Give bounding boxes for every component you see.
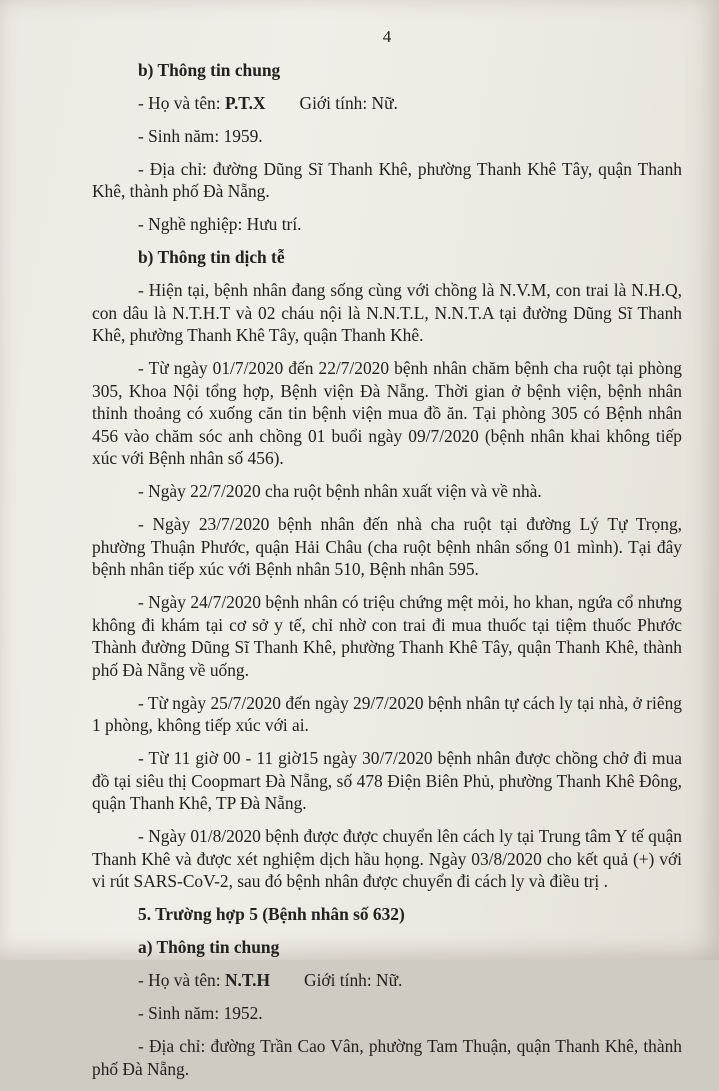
- epi-paragraph: - Từ 11 giờ 00 - 11 giờ15 ngày 30/7/2020 bệnh nhân được chồng chở đi mua đồ tại siêu thị Coopmart Đà Nẵng, số 478 Điện Biên Phủ, phường Thanh Khê Đông, quận Thanh Khê, TP Đà Nẵng.: [92, 748, 682, 813]
- name-label: - Họ và tên:: [138, 92, 225, 113]
- case-5-general-info-heading: a) Thông tin chung: [138, 937, 280, 957]
- patient-name-line: [92, 92, 682, 115]
- page-number: 4: [382, 27, 392, 46]
- section-heading-general-info: b) Thông tin chung: [138, 59, 281, 80]
- name-label: - Họ và tên:: [138, 970, 225, 990]
- case-5-birth-year: - Sinh năm: 1952.: [138, 1003, 263, 1023]
- case-5-heading: 5. Trường hợp 5 (Bệnh nhân số 632): [138, 904, 405, 924]
- epi-paragraph: - Ngày 23/7/2020 bệnh nhân đến nhà cha ruột tại đường Lý Tự Trọng, phường Thuận Phước, quận Hải Châu (cha ruột bệnh nhân sống 01 mình). Tại đây bệnh nhân tiếp xúc với Bệnh nhân 510, Bệnh nhân 595.: [92, 514, 682, 579]
- epi-paragraph: - Ngày 01/8/2020 bệnh được được chuyển lên cách ly tại Trung tâm Y tế quận Thanh Khê và được xét nghiệm dịch hầu họng. Ngày 03/8/2020 cho kết quả (+) với vi rút SARS-CoV-2, sau đó bệnh nhân được chuyển đi cách ly và điều trị .: [92, 826, 682, 891]
- epi-paragraph: - Hiện tại, bệnh nhân đang sống cùng với chồng là N.V.M, con trai là N.H.Q, con dâu là N.T.H.T và 02 cháu nội là N.N.T.L, N.N.T.A tại đường Dũng Sĩ Thanh Khê, phường Thanh Khê Tây, quận Thanh Khê.: [92, 280, 682, 345]
- patient-name: P.T.X: [224, 92, 266, 113]
- address: - Địa chỉ: đường Dũng Sĩ Thanh Khê, phường Thanh Khê Tây, quận Thanh Khê, thành phố Đà Nẵng.: [92, 158, 682, 201]
- epi-paragraph: - Từ ngày 25/7/2020 đến ngày 29/7/2020 bệnh nhân tự cách ly tại nhà, ở riêng 1 phòng, không tiếp xúc với ai.: [92, 692, 682, 735]
- patient-gender: Giới tính: Nữ.: [304, 970, 403, 990]
- epi-paragraph: - Ngày 24/7/2020 bệnh nhân có triệu chứng mệt mỏi, ho khan, ngứa cổ nhưng không đi khám tại cơ sở y tế, chỉ nhờ con trai đi mua thuốc tại tiệm thuốc Phước Thành đường Dũng Sĩ Thanh Khê, phường Thanh Khê Tây, quận Thanh Khê, thành phố Đà Nẵng về uống.: [92, 592, 682, 680]
- patient-gender: Giới tính: Nữ.: [299, 92, 398, 113]
- patient-name: N.T.H: [224, 970, 271, 990]
- epi-paragraph: - Từ ngày 01/7/2020 đến 22/7/2020 bệnh nhân chăm bệnh cha ruột tại phòng 305, Khoa Nội tổng hợp, Bệnh viện Đà Nẵng. Thời gian ở bệnh viện, bệnh nhân thỉnh thoảng có xuống căn tin bệnh viện mua đồ ăn. Tại phòng 305 có Bệnh nhân 456 vào chăm sóc anh chồng 01 buổi ngày 09/7/2020 (bệnh nhân khai không tiếp xúc với Bệnh nhân số 456).: [92, 358, 682, 468]
- section-heading-epidemiology: b) Thông tin dịch tễ: [138, 247, 285, 267]
- case-5-name-line: [92, 969, 682, 992]
- occupation: - Nghề nghiệp: Hưu trí.: [138, 214, 302, 234]
- case-5-address: - Địa chỉ: đường Trần Cao Vân, phường Tam Thuận, quận Thanh Khê, thành phố Đà Nẵng.: [92, 1036, 682, 1079]
- document-body: [92, 26, 682, 1091]
- epi-paragraph: - Ngày 22/7/2020 cha ruột bệnh nhân xuất viện và về nhà.: [138, 481, 542, 501]
- birth-year: - Sinh năm: 1959.: [138, 125, 263, 146]
